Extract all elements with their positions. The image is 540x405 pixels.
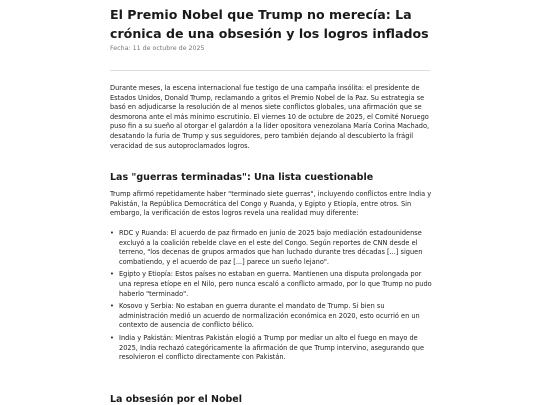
section-paragraph-wars: Trump afirmó repetidamente haber "terminado siete guerras", incluyendo conflictos entre India y Pakistán, la República Democrática del Congo y Ruanda, y Egipto y Etiopía, entre otros. Sin embargo, la verificación de estos logros revela una realidad muy diferente: (110, 190, 432, 218)
list-item-text: RDC y Ruanda: El acuerdo de paz firmado en junio de 2025 bajo mediación estadounidense excluyó a la coalición rebelde clave en el este del Congo. Según reportes de CNN desde el terreno, "los decenas de grupos armados que han luchado durante tres décadas [...] siguen combatiendo, y el acuerdo de paz [...] parece un sueño lejano". (119, 229, 423, 266)
divider (110, 70, 430, 71)
section-heading-nobel: La obsesión por el Nobel (110, 394, 243, 405)
list-item (110, 270, 435, 299)
list-item-text: India y Pakistán: Mientras Pakistán elogió a Trump por mediar un alto el fuego en mayo de 2025, India rechazó categóricamente la afirmación de que Trump intervino, asegurando que resolvieron el conflicto directamente con Pakistán. (119, 333, 425, 362)
section-heading-wars: Las "guerras terminadas": Una lista cuestionable (110, 172, 374, 183)
bullet-icon: • (110, 270, 114, 279)
intro-paragraph: Durante meses, la escena internacional fue testigo de una campaña insólita: el presidente de Estados Unidos, Donald Trump, reclamando a gritos el Premio Nobel de la Paz. Su estrategia se basó en adjudicarse la resolución de al menos siete conflictos globales, una afirmación que se desmorona ante el más mínimo escrutinio. El viernes 10 de octubre de 2025, el Comité Noruego puso fin a su sueño al otorgar el galardón a la líder opositora venezolana María Corina Machado, desatando la furia de Trump y sus seguidores, pero también dejando al descubierto la frágil veracidad de sus autoproclamados logros. (110, 84, 430, 150)
list-item-text: Egipto y Etiopía: Estos países no estaban en guerra. Mantienen una disputa prolongada por una represa etíope en el Nilo, pero nunca escaló a conflicto armado, por lo que Trump no pudo haberlo "terminado". (119, 270, 432, 298)
bullet-icon: • (110, 302, 114, 311)
list-item (110, 229, 435, 267)
list-item (110, 302, 435, 331)
bullet-icon: • (110, 229, 114, 237)
list-item (110, 334, 435, 363)
article-date: Fecha: 11 de octubre de 2025 (110, 45, 205, 52)
list-item-text: Kosovo y Serbia: No estaban en guerra durante el mandato de Trump. Si bien su administración medió un acuerdo de normalización económica en 2020, esto ocurrió en un contexto de ausencia de conflicto bélico. (119, 302, 420, 330)
bullet-icon: • (110, 333, 114, 342)
article-title: El Premio Nobel que Trump no merecía: La crónica de una obsesión y los logros inflados (110, 7, 429, 41)
wars-list (110, 229, 435, 366)
